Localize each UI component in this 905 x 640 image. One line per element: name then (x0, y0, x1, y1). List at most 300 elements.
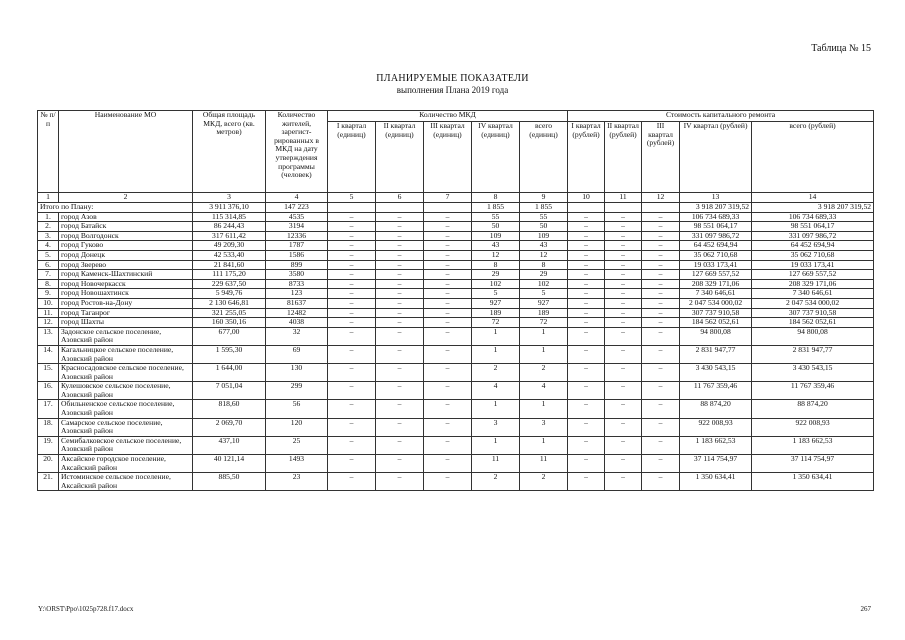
row-total-rub: 922 008,93 (752, 418, 874, 436)
row-q4-units: 927 (472, 298, 520, 308)
row-q2-units: – (376, 231, 424, 241)
row-q4-rub: 7 340 646,61 (680, 289, 752, 299)
row-total-rub: 2 047 534 000,02 (752, 298, 874, 308)
row-residents: 123 (266, 289, 328, 299)
row-q4-units: 189 (472, 308, 520, 318)
row-total-units: 1 (520, 400, 568, 418)
row-q1-units: – (328, 241, 376, 251)
row-area: 885,50 (193, 473, 266, 491)
row-residents: 1586 (266, 250, 328, 260)
total-q1-rub (568, 203, 605, 213)
row-number: 3. (38, 231, 59, 241)
row-q1-rub: – (568, 212, 605, 222)
row-q3-rub: – (642, 318, 680, 328)
row-q4-rub: 35 062 710,68 (680, 250, 752, 260)
row-q1-units: – (328, 400, 376, 418)
row-q1-units: – (328, 327, 376, 345)
table-row (38, 318, 874, 328)
row-q3-rub: – (642, 241, 680, 251)
row-q2-units: – (376, 308, 424, 318)
row-q4-units: 8 (472, 260, 520, 270)
column-number-cell: 2 (59, 193, 193, 203)
row-number: 8. (38, 279, 59, 289)
row-q1-rub: – (568, 364, 605, 382)
row-q1-rub: – (568, 231, 605, 241)
row-q4-rub: 11 767 359,46 (680, 382, 752, 400)
row-total-units: 109 (520, 231, 568, 241)
row-area: 160 350,16 (193, 318, 266, 328)
row-q3-units: – (424, 270, 472, 280)
row-name: город Новочеркасск (59, 279, 193, 289)
row-q2-rub: – (605, 308, 642, 318)
row-q1-rub: – (568, 260, 605, 270)
row-residents: 3194 (266, 222, 328, 232)
column-number-cell: 4 (266, 193, 328, 203)
row-q3-units: – (424, 327, 472, 345)
row-total-units: 29 (520, 270, 568, 280)
row-q3-units: – (424, 250, 472, 260)
row-total-rub: 127 669 557,52 (752, 270, 874, 280)
row-q1-rub: – (568, 298, 605, 308)
footer-file-path: Y:\ORST\Ppo\1025p728.f17.docx (38, 605, 134, 613)
row-q2-rub: – (605, 250, 642, 260)
row-q3-units: – (424, 212, 472, 222)
column-number-cell: 9 (520, 193, 568, 203)
row-total-units: 189 (520, 308, 568, 318)
row-q4-rub: 94 800,08 (680, 327, 752, 345)
row-q3-rub: – (642, 327, 680, 345)
row-name: город Батайск (59, 222, 193, 232)
row-q3-rub: – (642, 222, 680, 232)
row-q4-units: 55 (472, 212, 520, 222)
row-q2-rub: – (605, 400, 642, 418)
header-residents: Количество жителей, зарегист-рированных в МКД на дату утверждения программы (человек) (266, 111, 328, 193)
row-total-rub: 11 767 359,46 (752, 382, 874, 400)
row-total-rub: 19 033 173,41 (752, 260, 874, 270)
row-name: город Донецк (59, 250, 193, 260)
row-q2-units: – (376, 436, 424, 454)
row-q4-rub: 106 734 689,33 (680, 212, 752, 222)
row-area: 21 841,60 (193, 260, 266, 270)
row-residents: 299 (266, 382, 328, 400)
row-area: 2 130 646,81 (193, 298, 266, 308)
row-name: Аксайское городское поселение, Аксайский район (59, 455, 193, 473)
header-q3-rub: III квартал (рублей) (642, 122, 680, 193)
row-q2-units: – (376, 345, 424, 363)
row-q3-units: – (424, 289, 472, 299)
row-total-rub: 1 183 662,53 (752, 436, 874, 454)
row-q2-units: – (376, 212, 424, 222)
row-q1-rub: – (568, 418, 605, 436)
header-total-units: всего (единиц) (520, 122, 568, 193)
table-row (38, 222, 874, 232)
row-q3-rub: – (642, 231, 680, 241)
row-residents: 32 (266, 327, 328, 345)
row-total-rub: 1 350 634,41 (752, 473, 874, 491)
row-q4-units: 11 (472, 455, 520, 473)
row-name: Красносадовское сельское поселение, Азовский район (59, 364, 193, 382)
row-q2-rub: – (605, 327, 642, 345)
row-number: 15. (38, 364, 59, 382)
table-row (38, 212, 874, 222)
row-q1-units: – (328, 289, 376, 299)
row-q3-units: – (424, 222, 472, 232)
row-q4-rub: 1 350 634,41 (680, 473, 752, 491)
row-q2-units: – (376, 327, 424, 345)
row-residents: 81637 (266, 298, 328, 308)
table-row (38, 270, 874, 280)
row-q2-rub: – (605, 212, 642, 222)
total-residents: 147 223 (266, 203, 328, 213)
row-q1-rub: – (568, 289, 605, 299)
row-total-rub: 88 874,20 (752, 400, 874, 418)
column-number-cell: 12 (642, 193, 680, 203)
row-q4-rub: 922 008,93 (680, 418, 752, 436)
row-q1-units: – (328, 382, 376, 400)
total-q4: 1 855 (472, 203, 520, 213)
column-number-cell: 8 (472, 193, 520, 203)
row-q4-units: 5 (472, 289, 520, 299)
row-q4-units: 3 (472, 418, 520, 436)
row-total-rub: 184 562 052,61 (752, 318, 874, 328)
row-q4-rub: 2 831 947,77 (680, 345, 752, 363)
row-q3-units: – (424, 318, 472, 328)
row-number: 16. (38, 382, 59, 400)
row-q2-units: – (376, 400, 424, 418)
table-row (38, 250, 874, 260)
row-area: 818,60 (193, 400, 266, 418)
header-q2-rub: II квартал (рублей) (605, 122, 642, 193)
row-q4-rub: 1 183 662,53 (680, 436, 752, 454)
row-q4-units: 50 (472, 222, 520, 232)
row-q1-units: – (328, 270, 376, 280)
row-name: город Гуково (59, 241, 193, 251)
row-number: 4. (38, 241, 59, 251)
row-q1-rub: – (568, 455, 605, 473)
row-total-units: 3 (520, 418, 568, 436)
table-row (38, 260, 874, 270)
row-residents: 4535 (266, 212, 328, 222)
row-total-rub: 307 737 910,58 (752, 308, 874, 318)
row-q3-units: – (424, 455, 472, 473)
row-q3-units: – (424, 308, 472, 318)
row-q4-units: 43 (472, 241, 520, 251)
row-q3-units: – (424, 231, 472, 241)
row-q3-rub: – (642, 345, 680, 363)
row-q2-units: – (376, 298, 424, 308)
header-q4-rub: IV квартал (рублей) (680, 122, 752, 193)
row-total-rub: 106 734 689,33 (752, 212, 874, 222)
row-q3-rub: – (642, 455, 680, 473)
row-area: 229 637,50 (193, 279, 266, 289)
table-row (38, 418, 874, 436)
row-q1-units: – (328, 418, 376, 436)
row-q3-units: – (424, 364, 472, 382)
row-q2-rub: – (605, 279, 642, 289)
row-q2-rub: – (605, 382, 642, 400)
total-label: Итого по Плану: (38, 203, 193, 213)
row-q2-rub: – (605, 318, 642, 328)
row-number: 20. (38, 455, 59, 473)
row-q2-units: – (376, 382, 424, 400)
row-q2-units: – (376, 473, 424, 491)
row-name: город Волгодонск (59, 231, 193, 241)
row-q4-units: 2 (472, 473, 520, 491)
table-row (38, 382, 874, 400)
row-q1-rub: – (568, 270, 605, 280)
row-total-units: 12 (520, 250, 568, 260)
row-q1-rub: – (568, 436, 605, 454)
row-q1-rub: – (568, 400, 605, 418)
row-q2-units: – (376, 318, 424, 328)
row-q2-rub: – (605, 455, 642, 473)
row-total-rub: 64 452 694,94 (752, 241, 874, 251)
row-q2-units: – (376, 455, 424, 473)
header-q3-units: III квартал (единиц) (424, 122, 472, 193)
row-number: 7. (38, 270, 59, 280)
row-q2-units: – (376, 364, 424, 382)
row-name: город Каменск-Шахтинский (59, 270, 193, 280)
row-q4-rub: 2 047 534 000,02 (680, 298, 752, 308)
row-q4-rub: 37 114 754,97 (680, 455, 752, 473)
row-q3-units: – (424, 298, 472, 308)
row-residents: 12336 (266, 231, 328, 241)
row-q3-units: – (424, 279, 472, 289)
row-area: 40 121,14 (193, 455, 266, 473)
row-total-rub: 208 329 171,06 (752, 279, 874, 289)
row-q4-units: 1 (472, 436, 520, 454)
row-q4-units: 2 (472, 364, 520, 382)
row-q4-units: 1 (472, 345, 520, 363)
table-row (38, 308, 874, 318)
row-q1-rub: – (568, 318, 605, 328)
row-q1-units: – (328, 455, 376, 473)
row-residents: 12482 (266, 308, 328, 318)
column-number-row (38, 193, 874, 203)
row-q2-units: – (376, 260, 424, 270)
row-residents: 130 (266, 364, 328, 382)
row-number: 18. (38, 418, 59, 436)
row-area: 7 051,04 (193, 382, 266, 400)
row-q3-rub: – (642, 260, 680, 270)
table-row (38, 298, 874, 308)
column-number-cell: 6 (376, 193, 424, 203)
row-q3-units: – (424, 400, 472, 418)
row-q1-rub: – (568, 308, 605, 318)
table-row (38, 400, 874, 418)
row-total-rub: 331 097 986,72 (752, 231, 874, 241)
row-q4-rub: 331 097 986,72 (680, 231, 752, 241)
row-total-units: 11 (520, 455, 568, 473)
header-num: № п/п (38, 111, 59, 193)
header-mkd-group: Количество МКД (328, 111, 568, 122)
row-q3-rub: – (642, 250, 680, 260)
row-total-units: 50 (520, 222, 568, 232)
row-name: Семибалковское сельское поселение, Азовский район (59, 436, 193, 454)
footer-page-number: 267 (860, 605, 871, 613)
column-number-cell: 3 (193, 193, 266, 203)
row-residents: 1493 (266, 455, 328, 473)
header-name: Наименование МО (59, 111, 193, 193)
header-q1-units: I квартал (единиц) (328, 122, 376, 193)
row-q3-rub: – (642, 308, 680, 318)
row-q1-rub: – (568, 473, 605, 491)
row-q4-rub: 307 737 910,58 (680, 308, 752, 318)
row-name: Кагальницкое сельское поселение, Азовский район (59, 345, 193, 363)
row-q4-units: 109 (472, 231, 520, 241)
table-row (38, 473, 874, 491)
row-q2-units: – (376, 279, 424, 289)
row-number: 5. (38, 250, 59, 260)
total-q3-rub (642, 203, 680, 213)
row-total-rub: 7 340 646,61 (752, 289, 874, 299)
row-q1-units: – (328, 231, 376, 241)
row-name: город Новошахтинск (59, 289, 193, 299)
row-area: 49 209,30 (193, 241, 266, 251)
document-subtitle: выполнения Плана 2019 года (396, 85, 509, 95)
row-name: Самарское сельское поселение, Азовский район (59, 418, 193, 436)
column-number-cell: 14 (752, 193, 874, 203)
row-total-units: 55 (520, 212, 568, 222)
row-q1-units: – (328, 298, 376, 308)
row-q1-rub: – (568, 382, 605, 400)
row-number: 12. (38, 318, 59, 328)
total-q2-rub (605, 203, 642, 213)
row-q1-units: – (328, 250, 376, 260)
row-residents: 120 (266, 418, 328, 436)
row-q1-units: – (328, 260, 376, 270)
row-q4-rub: 127 669 557,52 (680, 270, 752, 280)
row-total-rub: 3 430 543,15 (752, 364, 874, 382)
row-q3-units: – (424, 473, 472, 491)
row-total-rub: 35 062 710,68 (752, 250, 874, 260)
row-total-units: 102 (520, 279, 568, 289)
row-number: 14. (38, 345, 59, 363)
row-residents: 23 (266, 473, 328, 491)
row-number: 17. (38, 400, 59, 418)
row-q2-rub: – (605, 436, 642, 454)
row-number: 2. (38, 222, 59, 232)
row-name: Обильненское сельское поселение, Азовский район (59, 400, 193, 418)
row-q1-units: – (328, 345, 376, 363)
row-q4-rub: 208 329 171,06 (680, 279, 752, 289)
row-q2-rub: – (605, 345, 642, 363)
table-row (38, 241, 874, 251)
row-q4-rub: 19 033 173,41 (680, 260, 752, 270)
row-q2-rub: – (605, 231, 642, 241)
row-q2-rub: – (605, 260, 642, 270)
row-total-units: 5 (520, 289, 568, 299)
row-q3-rub: – (642, 418, 680, 436)
row-total-units: 1 (520, 436, 568, 454)
row-area: 677,00 (193, 327, 266, 345)
row-q4-rub: 64 452 694,94 (680, 241, 752, 251)
total-q4-rub: 3 918 207 319,52 (680, 203, 752, 213)
row-total-rub: 2 831 947,77 (752, 345, 874, 363)
row-q2-units: – (376, 418, 424, 436)
row-q1-units: – (328, 436, 376, 454)
header-total-rub: всего (рублей) (752, 122, 874, 193)
total-q3 (424, 203, 472, 213)
row-q1-rub: – (568, 241, 605, 251)
row-total-units: 4 (520, 382, 568, 400)
row-name: Кулешовское сельское поселение, Азовский район (59, 382, 193, 400)
row-q4-units: 29 (472, 270, 520, 280)
row-area: 1 644,00 (193, 364, 266, 382)
column-number-cell: 11 (605, 193, 642, 203)
header-q1-rub: I квартал (рублей) (568, 122, 605, 193)
row-area: 5 949,76 (193, 289, 266, 299)
row-residents: 4038 (266, 318, 328, 328)
row-q3-rub: – (642, 436, 680, 454)
row-q4-units: 72 (472, 318, 520, 328)
row-total-units: 2 (520, 364, 568, 382)
row-area: 321 255,05 (193, 308, 266, 318)
table-row (38, 327, 874, 345)
row-total-units: 1 (520, 327, 568, 345)
row-number: 21. (38, 473, 59, 491)
row-q4-units: 1 (472, 327, 520, 345)
row-name: город Шахты (59, 318, 193, 328)
total-rub: 3 918 207 319,52 (752, 203, 874, 213)
total-q2 (376, 203, 424, 213)
row-total-rub: 37 114 754,97 (752, 455, 874, 473)
header-q2-units: II квартал (единиц) (376, 122, 424, 193)
row-q3-rub: – (642, 382, 680, 400)
row-q1-units: – (328, 279, 376, 289)
row-q3-units: – (424, 345, 472, 363)
total-area: 3 911 376,10 (193, 203, 266, 213)
row-q3-units: – (424, 382, 472, 400)
row-total-units: 1 (520, 345, 568, 363)
row-total-units: 927 (520, 298, 568, 308)
row-q4-rub: 184 562 052,61 (680, 318, 752, 328)
row-q2-units: – (376, 270, 424, 280)
row-q2-rub: – (605, 418, 642, 436)
row-area: 115 314,85 (193, 212, 266, 222)
row-q1-rub: – (568, 222, 605, 232)
row-q4-rub: 98 551 064,17 (680, 222, 752, 232)
row-q4-units: 4 (472, 382, 520, 400)
total-units: 1 855 (520, 203, 568, 213)
row-q3-rub: – (642, 212, 680, 222)
row-q1-units: – (328, 308, 376, 318)
row-q4-units: 1 (472, 400, 520, 418)
row-q4-rub: 3 430 543,15 (680, 364, 752, 382)
row-residents: 56 (266, 400, 328, 418)
row-q2-units: – (376, 241, 424, 251)
table-row (38, 279, 874, 289)
row-number: 19. (38, 436, 59, 454)
row-q3-rub: – (642, 289, 680, 299)
row-area: 317 611,42 (193, 231, 266, 241)
table-row (38, 345, 874, 363)
row-q4-units: 102 (472, 279, 520, 289)
row-q2-rub: – (605, 473, 642, 491)
row-residents: 899 (266, 260, 328, 270)
row-q3-units: – (424, 241, 472, 251)
row-q3-rub: – (642, 473, 680, 491)
row-number: 6. (38, 260, 59, 270)
table-number: Таблица № 15 (811, 43, 871, 54)
row-total-rub: 94 800,08 (752, 327, 874, 345)
column-number-cell: 7 (424, 193, 472, 203)
row-q2-rub: – (605, 270, 642, 280)
row-total-rub: 98 551 064,17 (752, 222, 874, 232)
row-q2-units: – (376, 289, 424, 299)
row-residents: 1787 (266, 241, 328, 251)
row-q2-rub: – (605, 364, 642, 382)
